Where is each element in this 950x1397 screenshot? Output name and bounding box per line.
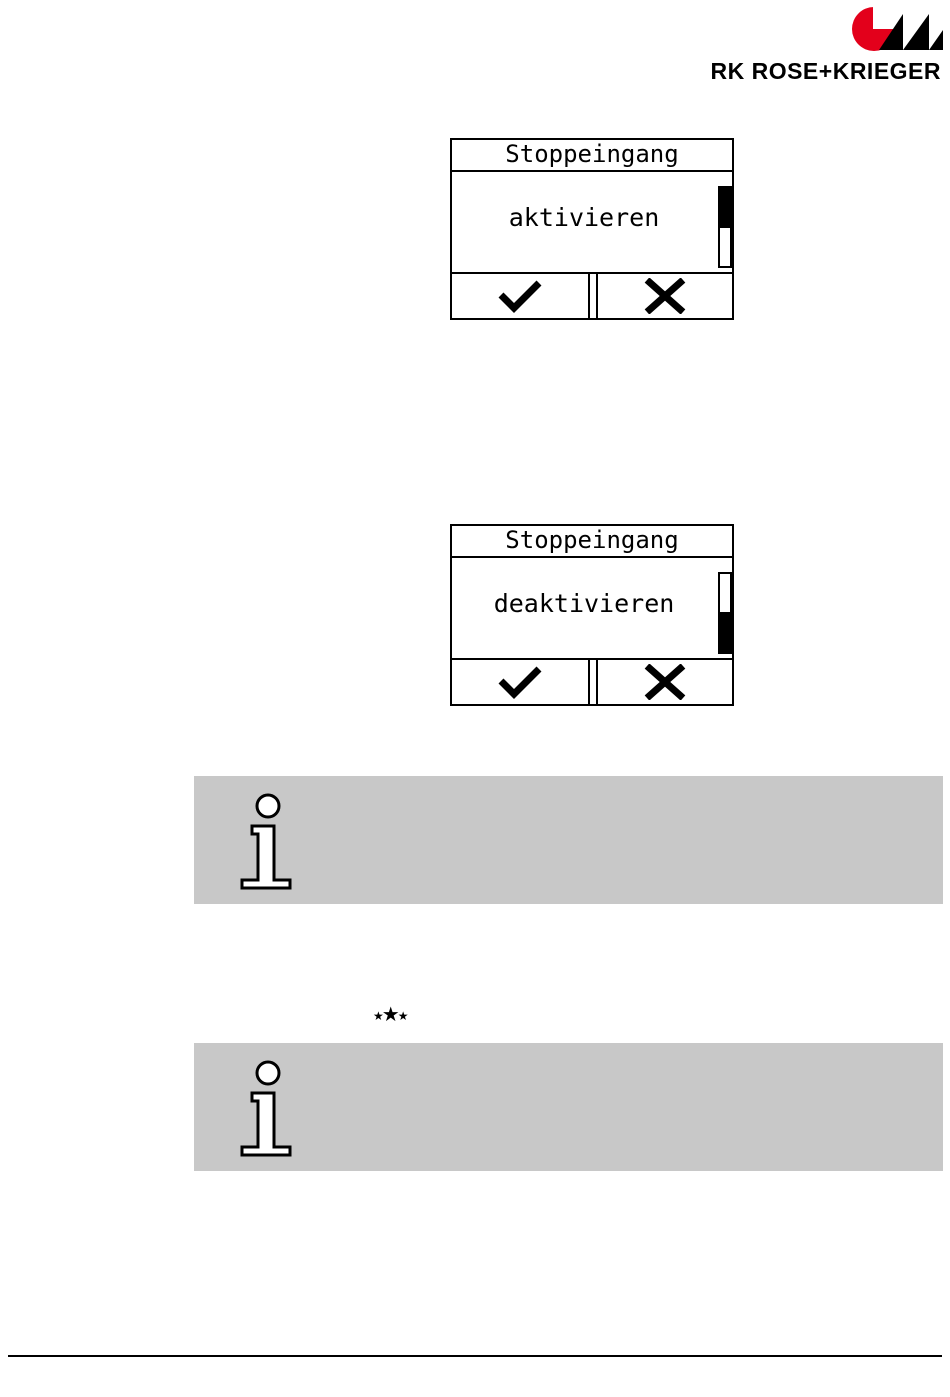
info-icon [234,1059,298,1159]
scrollbar-thumb[interactable] [720,612,730,652]
info-icon [234,792,298,892]
brand-name: RK ROSE+KRIEGER [710,58,941,84]
check-icon [498,279,542,313]
info-box [194,776,943,904]
info-box [194,1043,943,1171]
scrollbar-thumb[interactable] [720,188,730,228]
lcd-screen-activate [450,138,734,320]
lcd-value: aktivieren [508,203,660,232]
lcd-title: Stoppeingang [452,526,732,558]
scrollbar[interactable] [718,186,732,268]
difficulty-stars [373,1002,406,1026]
lcd-screen-deactivate [450,524,734,706]
lcd-button-row [452,272,732,318]
cancel-button[interactable] [596,660,732,704]
confirm-button[interactable] [452,274,590,318]
cancel-button[interactable] [596,274,732,318]
footer-divider [8,1355,942,1357]
star-icon: ★ [373,1009,382,1023]
lcd-button-row [452,658,732,704]
check-icon [498,665,542,699]
confirm-button[interactable] [452,660,590,704]
scrollbar[interactable] [718,572,732,654]
x-icon [643,278,687,314]
lcd-value: deaktivieren [493,589,675,618]
rk-logo-mark-icon [851,6,943,52]
lcd-body [452,558,732,660]
x-icon [643,664,687,700]
brand-logo [660,6,945,82]
star-icon: ★ [381,1002,398,1026]
lcd-title: Stoppeingang [452,140,732,172]
lcd-body [452,172,732,274]
star-icon: ★ [397,1009,407,1023]
